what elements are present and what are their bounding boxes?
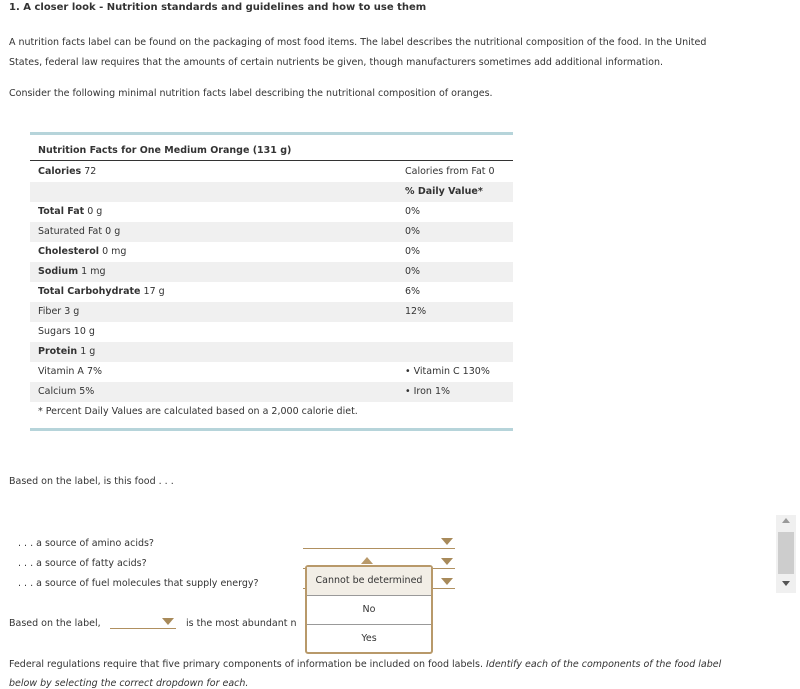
nutrient-amount: 0 g [105,226,121,237]
federal-text-italic: Identify each of the components of the food label [486,659,722,670]
nutrient-cell [38,242,126,262]
nutrient-amount: 5% [79,386,95,397]
option-no[interactable]: No [307,596,431,625]
label-row [30,382,513,402]
question-intro: Based on the label, is this food . . . [9,476,174,487]
chevron-down-icon [441,578,453,585]
nutrient-name: Vitamin A [38,366,84,377]
question-amino: . . . a source of amino acids? [18,538,154,549]
label-title: Nutrition Facts for One Medium Orange (131 g) [38,145,292,156]
scroll-up-icon[interactable] [782,518,790,523]
option-cannot-be-determined[interactable]: Cannot be determined [307,567,431,596]
nutrient-name: Sugars [38,326,71,337]
amino-dropdown[interactable] [303,536,455,549]
nutrient-name: Calcium [38,386,77,397]
nutrient-amount: 17 g [143,286,165,297]
federal-text-plain: Federal regulations require that five primary components of information be included on food labels. [9,659,486,670]
nutrient-name: Saturated Fat [38,226,103,237]
question-fuel: . . . a source of fuel molecules that supply energy? [18,578,259,589]
daily-value: • Vitamin C 130% [405,366,490,377]
label-row [30,162,513,182]
scrollbar[interactable] [776,515,796,593]
nutrient-amount: 72 [84,166,97,177]
federal-text-2: below by selecting the correct dropdown for each. [9,678,249,689]
label-footnote: * Percent Daily Values are calculated based on a 2,000 calorie diet. [38,406,358,417]
nutrient-dropdown[interactable] [110,616,176,629]
label-row [30,282,513,302]
label-row [30,302,513,322]
intro-text-1: A nutrition facts label can be found on the packaging of most food items. The label describes the nutritional composition of the food. In the United [9,37,707,48]
nutrient-amount: 1 mg [81,266,106,277]
daily-value: 0% [405,206,421,217]
nutrient-cell [38,162,96,182]
nutrient-cell [38,262,105,282]
nutrient-cell [38,202,102,222]
sentence-end: is the most abundant n [186,618,297,629]
nutrient-amount: 7% [86,366,103,377]
nutrient-cell [38,282,165,302]
nutrient-name: Protein [38,346,78,357]
label-row [30,202,513,222]
daily-value: 0% [405,246,421,257]
intro-text-2: States, federal law requires that the amounts of certain nutrients be given, though manufacturers sometimes add additional information. [9,57,664,68]
daily-value: 6% [405,286,421,297]
nutrient-amount: 1 g [80,346,96,357]
daily-value: % Daily Value* [405,186,483,197]
label-row [30,222,513,242]
daily-value: Calories from Fat 0 [405,166,495,177]
daily-value: • Iron 1% [405,386,451,397]
nutrient-name: Total Fat [38,206,85,217]
option-yes[interactable]: Yes [361,633,377,644]
nutrient-cell [38,362,102,382]
divider [30,160,513,161]
daily-value: 0% [405,266,421,277]
nutrient-amount: 0 mg [102,246,127,257]
question-title: 1. A closer look - Nutrition standards and guidelines and how to use them [9,2,427,13]
nutrition-facts-label [30,132,513,431]
federal-text [9,659,721,670]
label-row [30,322,513,342]
label-row [30,342,513,362]
nutrient-cell [38,222,120,242]
nutrient-name: Sodium [38,266,79,277]
chevron-down-icon [441,538,453,545]
daily-value: 0% [405,226,421,237]
chevron-down-icon [441,558,453,565]
chevron-down-icon [162,618,174,625]
scrollbar-thumb[interactable] [778,532,794,574]
label-row [30,262,513,282]
nutrient-amount: 3 g [64,306,80,317]
sentence-start: Based on the label, [9,618,101,629]
nutrient-name: Fiber [38,306,62,317]
nutrient-amount: 10 g [73,326,95,337]
nutrient-name: Total Carbohydrate [38,286,141,297]
nutrient-amount: 0 g [87,206,103,217]
label-row [30,362,513,382]
label-row [30,182,513,202]
nutrient-cell [38,302,79,322]
label-row [30,242,513,262]
scroll-down-icon[interactable] [782,581,790,586]
popup-caret [361,557,373,564]
options-popup [305,565,433,654]
consider-text: Consider the following minimal nutrition facts label describing the nutritional composition of oranges. [9,88,493,99]
question-fatty: . . . a source of fatty acids? [18,558,147,569]
nutrient-cell [38,382,94,402]
nutrient-name: Cholesterol [38,246,100,257]
daily-value: 12% [405,306,427,317]
nutrient-name: Calories [38,166,82,177]
nutrient-cell [38,322,95,342]
nutrient-cell [38,342,95,362]
